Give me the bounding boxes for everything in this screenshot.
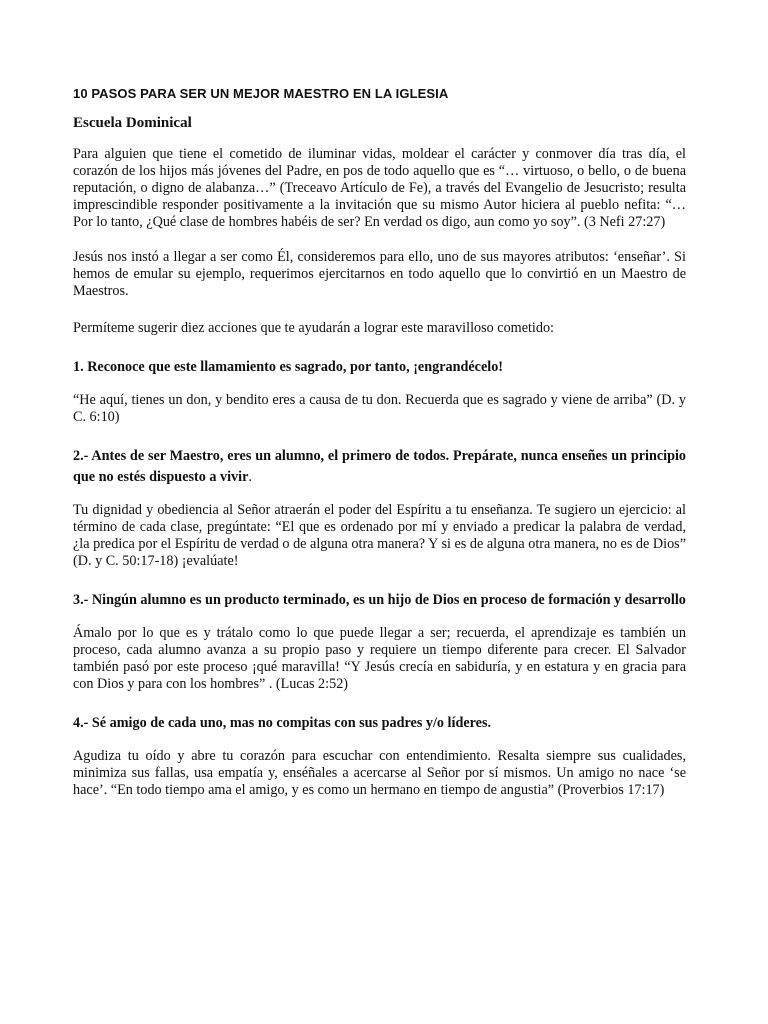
document-body: [73, 86, 686, 817]
step-body: Agudiza tu oído y abre tu corazón para escuchar con entendimiento. Resalta siempre sus cualidades, minimiza sus fallas, usa empatía y, enséñales a acercarse al Señor por sí mismos. Un amigo no nace ‘se hace’. “En todo tiempo ama el amigo, y es como un hermano en tiempo de angustia” (Proverbios 17:17): [73, 748, 686, 798]
document-title: 10 PASOS PARA SER UN MEJOR MAESTRO EN LA IGLESIA: [73, 86, 449, 101]
intro-paragraph: Jesús nos instó a llegar a ser como Él, consideremos para ello, uno de sus mayores atributos: ‘enseñar’. Si hemos de emular su ejemplo, requerimos ejercitarnos en todo aquello que lo convirtió en un Maestro de Maestros.: [73, 249, 686, 299]
step-heading-text: 1. Reconoce que este llamamiento es sagrado, por tanto, ¡engrandécelo!: [73, 359, 504, 375]
step-heading-text: 2.- Antes de ser Maestro, eres un alumno, el primero de todos. Prepárate, nunca enseñes un principio que no estés dispuesto a vivir: [73, 448, 686, 485]
step-heading: [73, 713, 686, 734]
step-heading: [73, 446, 686, 488]
step-body: “He aquí, tienes un don, y bendito eres a causa de tu don. Recuerda que es sagrado y viene de arriba” (D. y C. 6:10): [73, 392, 686, 425]
document-subtitle: Escuela Dominical: [73, 115, 192, 131]
step-heading-text: 3.- Ningún alumno es un producto terminado, es un hijo de Dios en proceso de formación y desarrollo: [73, 592, 686, 608]
step-heading: [73, 357, 686, 378]
step-body: Tu dignidad y obediencia al Señor atraerán el poder del Espíritu a tu enseñanza. Te sugiero un ejercicio: al término de cada clase, pregúntate: “El que es ordenado por mí y enviado a predicar la palabra de verdad, ¿la predica por el Espíritu de verdad o de alguna otra manera? Y si es de alguna otra manera, no es de Dios” (D. y C. 50:17-18) ¡evalúate!: [73, 502, 686, 569]
step-heading: [73, 590, 686, 611]
step-heading-rest: .: [248, 469, 252, 485]
intro-paragraph: Para alguien que tiene el cometido de iluminar vidas, moldear el carácter y conmover día tras día, el corazón de los hijos más jóvenes del Padre, en pos de todo aquello que es “… virtuoso, o bello, o de buena reputación, o digno de alabanza…” (Treceavo Artículo de Fe), a través del Evangelio de Jesucristo; resulta imprescindible responder positivamente a la invitación que su mismo Autor hiciera al pueblo nefita: “… Por lo tanto, ¿Qué clase de hombres habéis de ser? En verdad os digo, aun como yo soy”. (3 Nefi 27:27): [73, 146, 686, 230]
step-heading-text: 4.- Sé amigo de cada uno, mas no compitas con sus padres y/o líderes.: [73, 715, 492, 731]
step-body: Ámalo por lo que es y trátalo como lo que puede llegar a ser; recuerda, el aprendizaje es también un proceso, cada alumno avanza a su propio paso y requiere un tiempo diferente para crecer. El Salvador también pasó por este proceso ¡qué maravilla! “Y Jesús crecía en sabiduría, y en estatura y en gracia para con Dios y para con los hombres” . (Lucas 2:52): [73, 625, 686, 692]
intro-paragraph: Permíteme sugerir diez acciones que te ayudarán a lograr este maravilloso cometido:: [73, 320, 555, 336]
